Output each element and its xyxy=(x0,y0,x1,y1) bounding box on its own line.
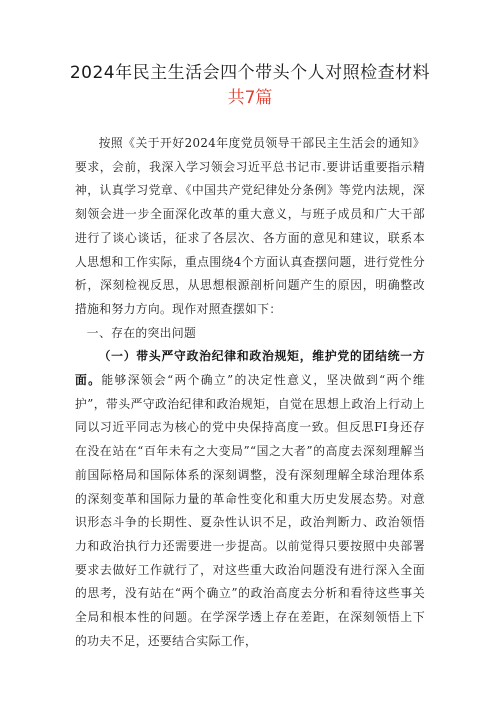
subsection-paragraph xyxy=(75,345,425,653)
intro-paragraph: 按照《关于开好2024年度党员领导干部民主生活会的通知》要求，会前，我深入学习领会习近平总书记市.要讲话重要指示精神，认真学习党章、《中国共产党纪律处分条例》等党内法规，深刻领会进一步全面深化改革的重大意义，与班子成员和广大干部进行了谈心谈话，征求了各层次、各方面的意见和建议，联系本人思想和工作实际，重点围绕4个方面认真查摆问题，进行党性分析，深刻检视反思，从思想根源剖析问题产生的原因，明确整改措施和努力方向。现作对照查摆如下： xyxy=(75,136,425,316)
subsection-heading: （一）带头严守政治纪律和政治规矩，维护党的团结统一方面。 xyxy=(75,349,425,388)
subsection-body: 能够深领会“两个确立”的决定性意义，坚决做到“两个维护”，带头严守政治纪律和政治规矩，自觉在思想上政治上行动上同以习近平同志为核心的党中央保持高度一致。但反思FI身还存在没在站在“百年未有之大变局”“国之大者”的高度去深刻理解当前国际格局和国际体系的深刻调整，没有深刻理解全球治理体系的深刻变革和国际力量的革命性变化和重大历史发展态势。对意识形态斗争的长期性、夏杂性认识不足，政治判断力、政治领悟力和政治执行力还需要进一步提高。以前觉得只要按照中央部署要求去做好工作就行了，对这些重大政治问题没有进行深入全面的思考，没有站在“两个确立”的政治高度去分析和看待这些事关全局和根本性的问题。在学深学透上存在差距，在深刻领悟上下的功夫不足，还要结合实际工作， xyxy=(75,373,425,648)
section-heading: 一、存在的突出问题 xyxy=(86,325,197,340)
document-subtitle: 共7篇 xyxy=(227,88,273,108)
document-body xyxy=(75,132,425,653)
document-title: 2024年民主生活会四个带头个人对照检查材料 xyxy=(69,63,431,83)
